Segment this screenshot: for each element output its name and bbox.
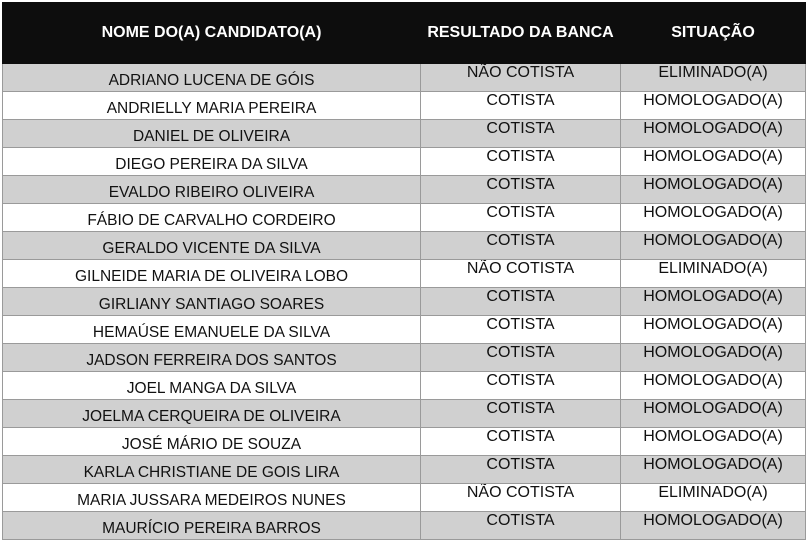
cell-board-result: COTISTA	[421, 232, 621, 260]
table-row	[3, 372, 806, 400]
cell-status: HOMOLOGADO(A)	[621, 232, 806, 260]
cell-status: HOMOLOGADO(A)	[621, 288, 806, 316]
cell-board-result: COTISTA	[421, 176, 621, 204]
cell-status: HOMOLOGADO(A)	[621, 316, 806, 344]
cell-board-result: COTISTA	[421, 512, 621, 540]
cell-board-result: COTISTA	[421, 148, 621, 176]
table-row	[3, 512, 806, 540]
table-row	[3, 232, 806, 260]
cell-candidate-name: JOSÉ MÁRIO DE SOUZA	[3, 428, 421, 456]
cell-status: ELIMINADO(A)	[621, 484, 806, 512]
table-row	[3, 64, 806, 92]
table-row	[3, 428, 806, 456]
table-row	[3, 120, 806, 148]
header-row	[3, 3, 806, 64]
cell-status: ELIMINADO(A)	[621, 260, 806, 288]
cell-candidate-name: JADSON FERREIRA DOS SANTOS	[3, 344, 421, 372]
table-row	[3, 92, 806, 120]
cell-candidate-name: KARLA CHRISTIANE DE GOIS LIRA	[3, 456, 421, 484]
cell-candidate-name: HEMAÚSE EMANUELE DA SILVA	[3, 316, 421, 344]
header-status: SITUAÇÃO	[621, 3, 806, 64]
table-body	[3, 64, 806, 540]
cell-candidate-name: ADRIANO LUCENA DE GÓIS	[3, 64, 421, 92]
cell-status: HOMOLOGADO(A)	[621, 344, 806, 372]
table-row	[3, 484, 806, 512]
table-row	[3, 260, 806, 288]
cell-board-result: COTISTA	[421, 372, 621, 400]
cell-candidate-name: GILNEIDE MARIA DE OLIVEIRA LOBO	[3, 260, 421, 288]
cell-board-result: COTISTA	[421, 92, 621, 120]
cell-board-result: COTISTA	[421, 316, 621, 344]
cell-candidate-name: MAURÍCIO PEREIRA BARROS	[3, 512, 421, 540]
table-row	[3, 316, 806, 344]
header-board-result: RESULTADO DA BANCA	[421, 3, 621, 64]
cell-candidate-name: MARIA JUSSARA MEDEIROS NUNES	[3, 484, 421, 512]
table-row	[3, 204, 806, 232]
table-row	[3, 456, 806, 484]
cell-board-result: NÃO COTISTA	[421, 260, 621, 288]
cell-status: HOMOLOGADO(A)	[621, 456, 806, 484]
cell-status: HOMOLOGADO(A)	[621, 400, 806, 428]
cell-board-result: COTISTA	[421, 288, 621, 316]
cell-status: HOMOLOGADO(A)	[621, 148, 806, 176]
table-row	[3, 344, 806, 372]
cell-status: HOMOLOGADO(A)	[621, 176, 806, 204]
cell-board-result: COTISTA	[421, 428, 621, 456]
cell-candidate-name: GIRLIANY SANTIAGO SOARES	[3, 288, 421, 316]
cell-candidate-name: ANDRIELLY MARIA PEREIRA	[3, 92, 421, 120]
cell-status: HOMOLOGADO(A)	[621, 372, 806, 400]
cell-board-result: COTISTA	[421, 204, 621, 232]
cell-board-result: COTISTA	[421, 344, 621, 372]
cell-status: HOMOLOGADO(A)	[621, 428, 806, 456]
cell-status: HOMOLOGADO(A)	[621, 92, 806, 120]
table-header	[3, 3, 806, 64]
table-row	[3, 400, 806, 428]
cell-status: ELIMINADO(A)	[621, 64, 806, 92]
cell-candidate-name: GERALDO VICENTE DA SILVA	[3, 232, 421, 260]
cell-candidate-name: JOELMA CERQUEIRA DE OLIVEIRA	[3, 400, 421, 428]
cell-candidate-name: JOEL MANGA DA SILVA	[3, 372, 421, 400]
cell-candidate-name: EVALDO RIBEIRO OLIVEIRA	[3, 176, 421, 204]
cell-candidate-name: DIEGO PEREIRA DA SILVA	[3, 148, 421, 176]
cell-board-result: NÃO COTISTA	[421, 64, 621, 92]
table-row	[3, 176, 806, 204]
cell-status: HOMOLOGADO(A)	[621, 204, 806, 232]
table-row	[3, 288, 806, 316]
header-candidate-name: NOME DO(A) CANDIDATO(A)	[3, 3, 421, 64]
table-row	[3, 148, 806, 176]
cell-board-result: COTISTA	[421, 456, 621, 484]
cell-candidate-name: FÁBIO DE CARVALHO CORDEIRO	[3, 204, 421, 232]
cell-candidate-name: DANIEL DE OLIVEIRA	[3, 120, 421, 148]
cell-board-result: COTISTA	[421, 120, 621, 148]
results-table	[2, 2, 806, 540]
cell-status: HOMOLOGADO(A)	[621, 120, 806, 148]
cell-board-result: COTISTA	[421, 400, 621, 428]
cell-board-result: NÃO COTISTA	[421, 484, 621, 512]
cell-status: HOMOLOGADO(A)	[621, 512, 806, 540]
